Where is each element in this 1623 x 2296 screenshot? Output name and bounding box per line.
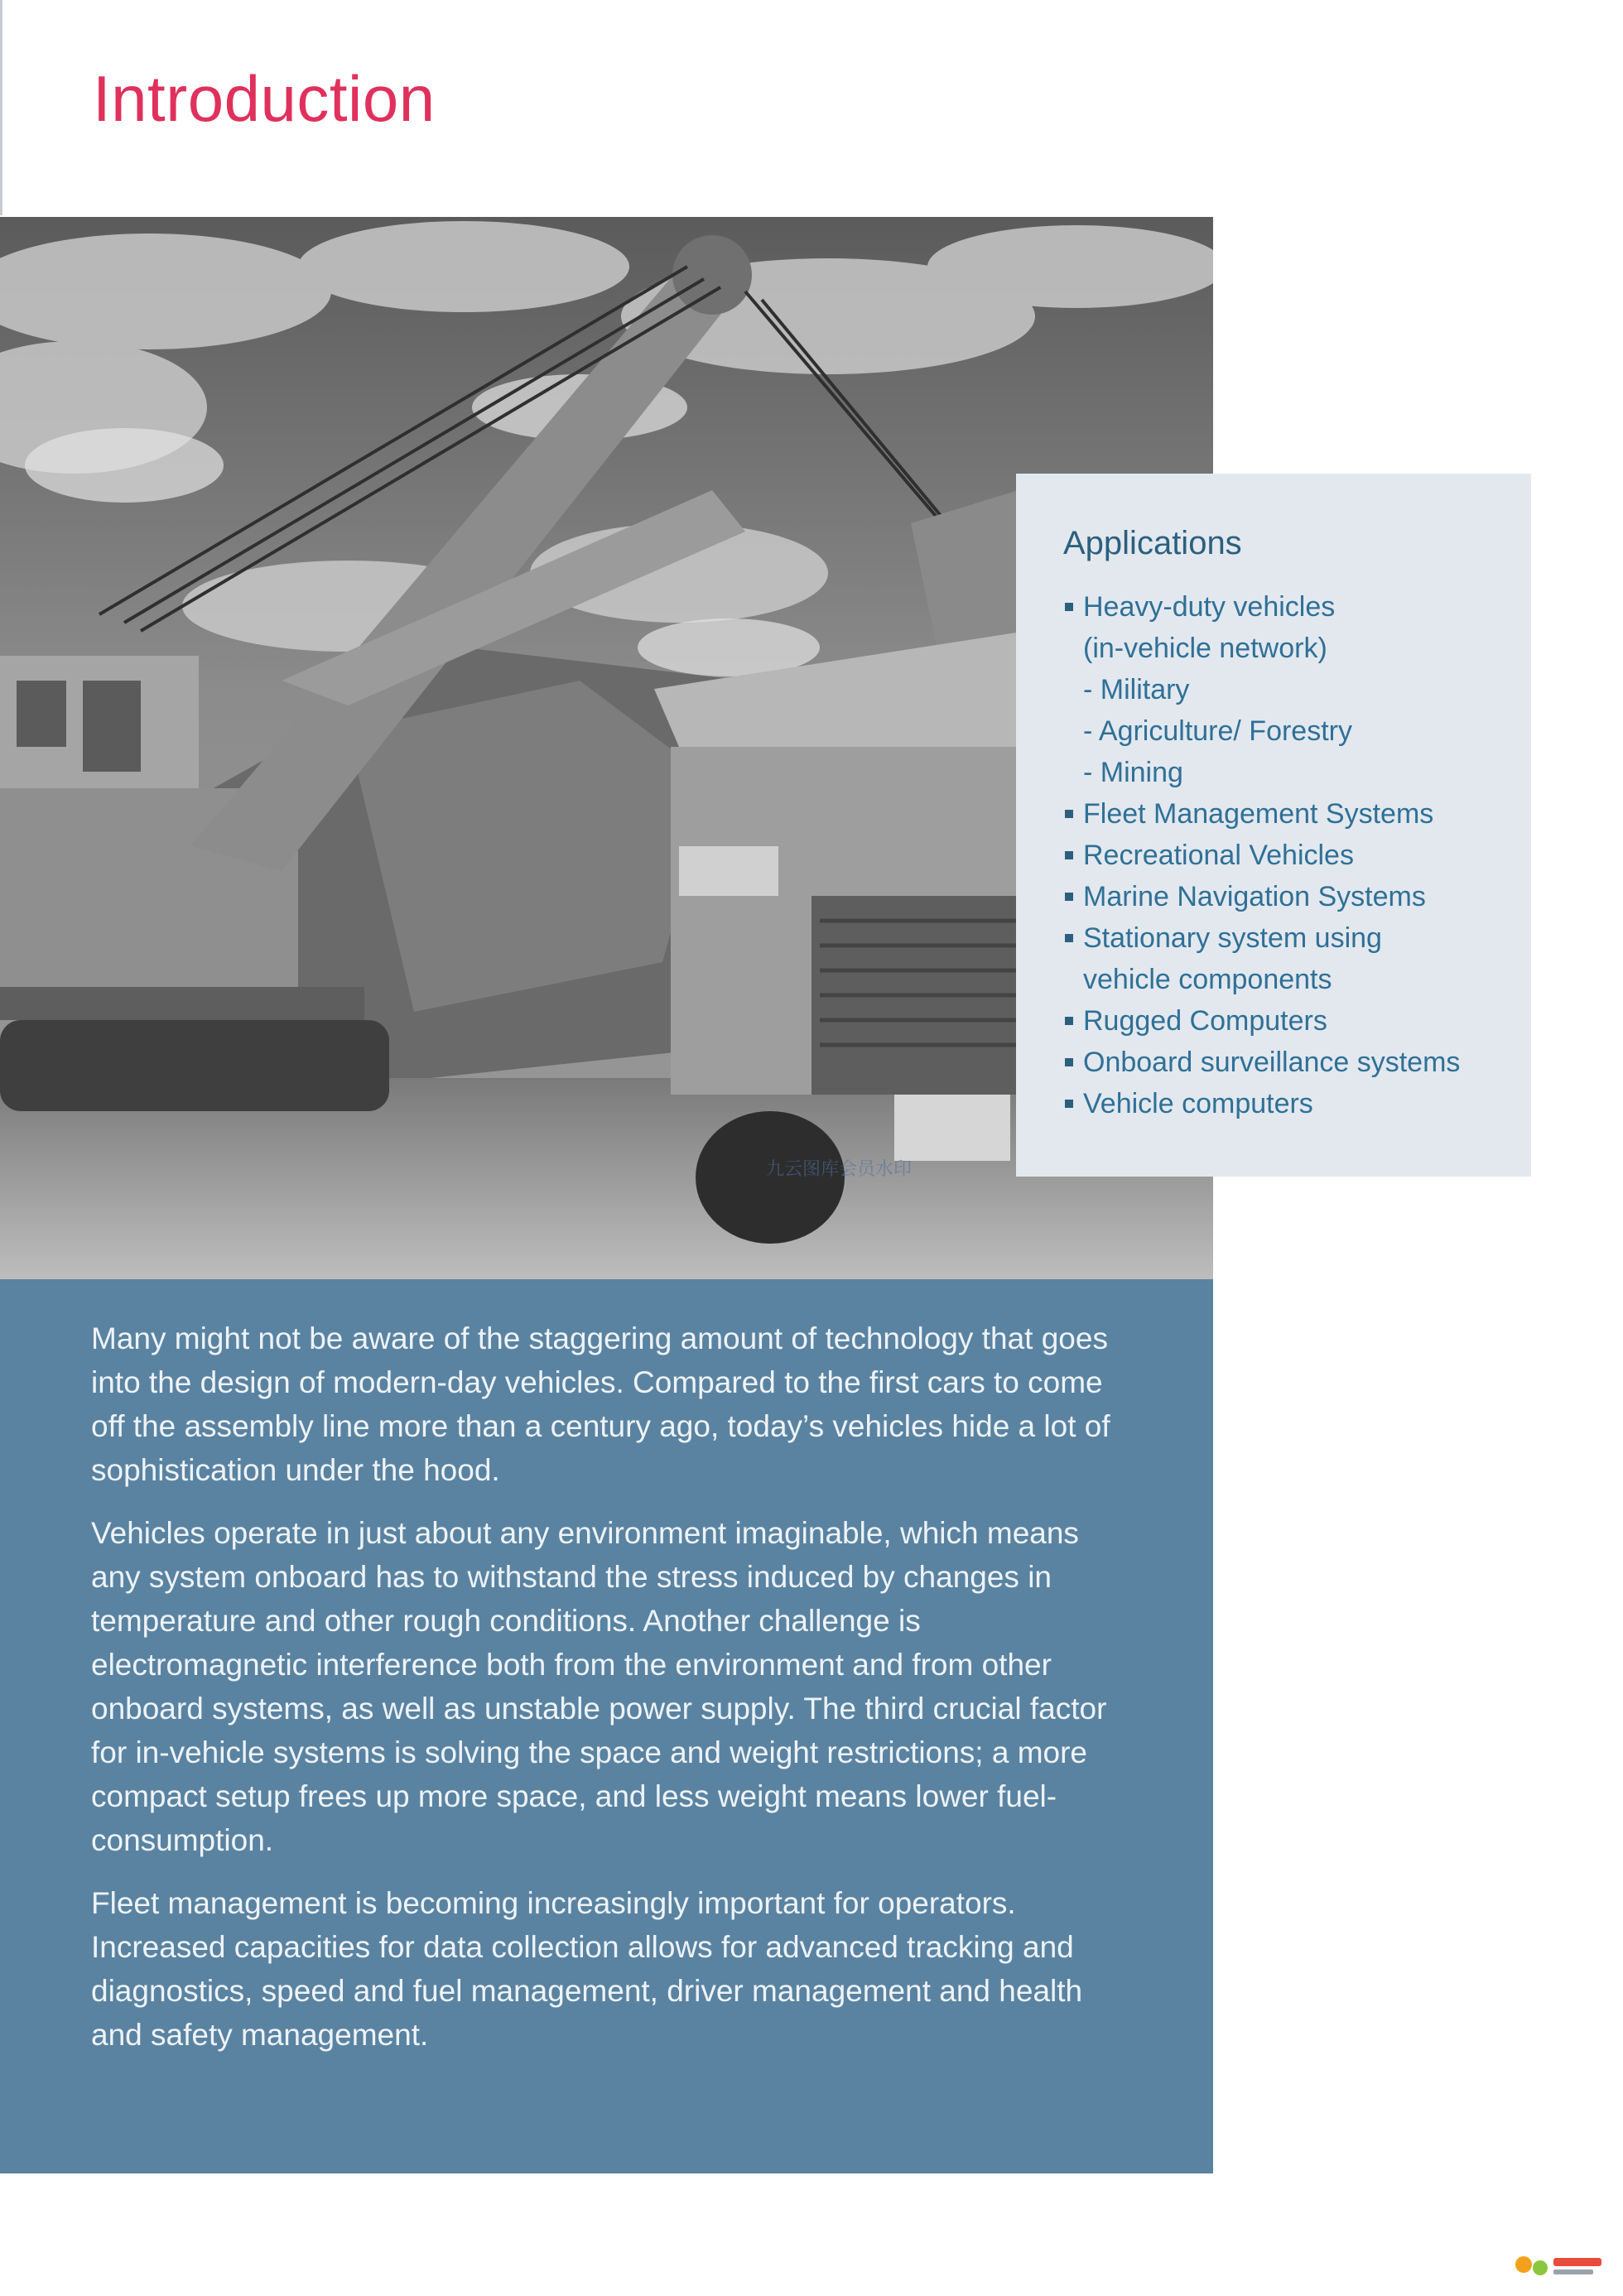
list-item: Vehicle computers xyxy=(1063,1083,1498,1124)
list-item: - Mining xyxy=(1083,757,1183,788)
list-item: Fleet Management Systems xyxy=(1063,793,1498,835)
watermark: 九云图库会员水印 xyxy=(766,1158,913,1179)
intro-paragraph-2: Vehicles operate in just about any environment imaginable, which means any system onboard has to withstand the stress induced by changes in temperature and other rough conditions. Another challenge is electromagnetic interference both from the environment and from other onboard systems, as well as unstable power supply. The third crucial factor for in-vehicle systems is solving the space and weight restrictions; a more compact setup frees up more space, and less weight means lower fuel-consumption. xyxy=(91,1516,1107,1857)
list-item: vehicle components xyxy=(1083,964,1332,995)
list-item: Rugged Computers xyxy=(1063,1000,1498,1042)
left-margin-rule xyxy=(0,0,2,215)
applications-box xyxy=(1016,474,1531,1177)
intro-paragraph-1: Many might not be aware of the staggering amount of technology that goes into the design of modern-day vehicles. Compared to the first cars to come off the assembly line more than a century ago, today’s vehicles hide a lot of sophistication under the hood. xyxy=(91,1321,1110,1487)
list-item: Onboard surveillance systems xyxy=(1063,1042,1498,1083)
list-item: - Agriculture/ Forestry xyxy=(1083,715,1352,747)
intro-paragraph-3: Fleet management is becoming increasingly important for operators. Increased capacities for data collection allows for advanced tracking and diagnostics, speed and fuel management, driver management and health and safety management. xyxy=(91,1886,1083,2052)
applications-heading: Applications xyxy=(1063,525,1242,561)
list-item: Marine Navigation Systems xyxy=(1063,876,1498,917)
list-item: Heavy-duty vehicles xyxy=(1063,586,1498,628)
corner-logo-icon xyxy=(1512,2246,1605,2283)
applications-list xyxy=(1063,586,1498,1124)
page-title: Introduction xyxy=(93,62,436,135)
list-item: (in-vehicle network) xyxy=(1083,633,1327,664)
list-item: Stationary system using xyxy=(1063,917,1498,959)
list-item: Recreational Vehicles xyxy=(1063,835,1498,876)
intro-text-panel xyxy=(0,1279,1213,2173)
list-item: - Military xyxy=(1083,674,1190,705)
